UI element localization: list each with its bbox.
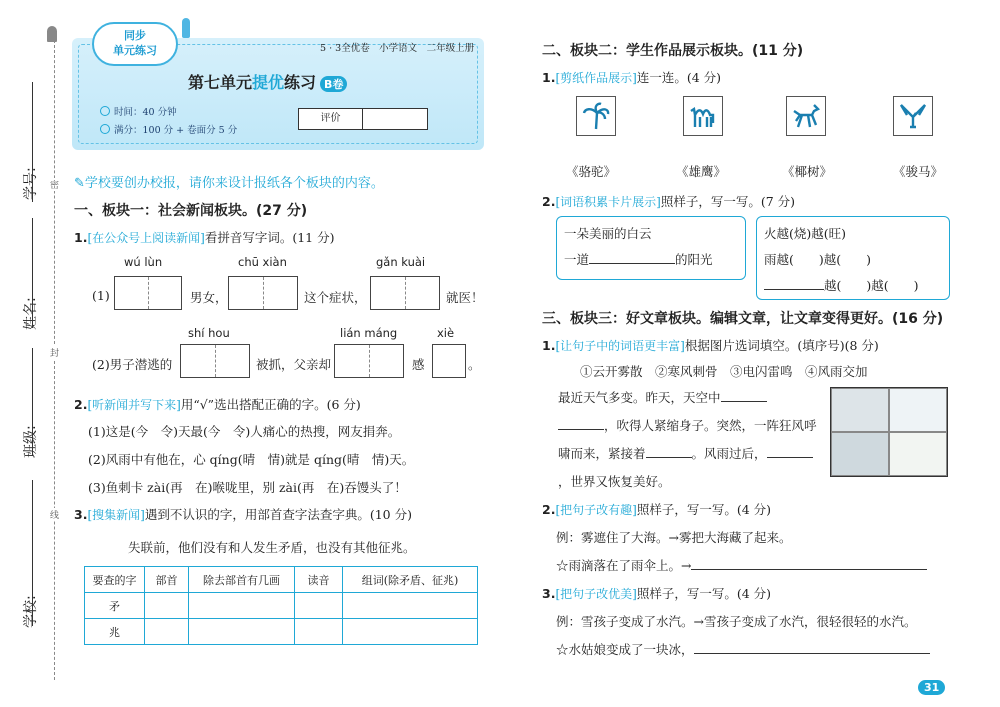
papercut-eagle[interactable] <box>893 96 933 136</box>
card-1-example: 一朵美丽的白云 <box>564 226 652 241</box>
table-cell-char: 兆 <box>85 619 145 645</box>
section-2-title: 二、板块二：学生作品展示板块。(11 分) <box>542 43 804 59</box>
question-3-2: 2.[把句子改有趣]照样子，写一写。(4 分) <box>542 502 772 517</box>
camel-icon <box>687 101 719 131</box>
evaluation-field[interactable] <box>363 109 427 129</box>
table-header: 组词(除矛盾、征兆) <box>343 567 478 593</box>
question-3-3: 3.[把句子改优美]照样子，写一写。(4 分) <box>542 586 772 601</box>
table-cell-blank[interactable] <box>189 619 295 645</box>
card-1-task: 一道 的阳光 <box>564 252 713 267</box>
card-2-example: 火越(烧)越(旺) <box>764 226 847 241</box>
page-number: 31 <box>918 680 945 695</box>
answer-box-xie[interactable] <box>432 344 466 378</box>
q2-sentence-3[interactable]: (3)鱼刺卡 zài(再 在)喉咙里，别 zài(再 在)吞馒头了！ <box>88 480 407 495</box>
page-title: 第七单元提优练习 B卷 <box>188 70 347 93</box>
answer-blank[interactable] <box>721 401 767 402</box>
papercut-camel[interactable] <box>683 96 723 136</box>
series-label: 5 · 3全优卷 小学语文 二年级上册 <box>320 43 475 54</box>
cloud-line-1: 同步 <box>124 29 146 42</box>
question-1-2: 2.[听新闻并写下来]用“√”选出搭配正确的字。(6 分) <box>74 397 361 412</box>
q3-3-example: 例：雪孩子变成了水汽。→雪孩子变成了水汽，很轻很轻的水汽。 <box>556 614 917 629</box>
time-info: 时间：40 分钟 <box>100 104 177 118</box>
answer-box-chuxian[interactable] <box>228 276 298 310</box>
answer-blank[interactable] <box>589 263 675 264</box>
answer-blank[interactable] <box>646 457 692 458</box>
line-2-text-b: 被抓，父亲却 <box>256 357 332 372</box>
table-header: 除去部首有几画 <box>189 567 295 593</box>
cloud-line-2: 单元练习 <box>113 44 157 57</box>
cut-char-seal: 密 <box>50 178 59 191</box>
intro-instruction: ✎学校要创办校报，请你来设计报纸各个板块的内容。 <box>74 176 384 191</box>
pinyin-shihou: shí hou <box>188 326 230 340</box>
radical-lookup-table <box>84 566 478 645</box>
passage-line-2: ，吹得人紧缩身子。突然，一阵狂风呼 <box>558 416 817 434</box>
section-1-title: 一、板块一：社会新闻板块。(27 分) <box>74 203 308 219</box>
line-2-text-d: 。 <box>468 357 481 372</box>
line-1-prefix: (1) <box>92 288 110 303</box>
cut-char-fold: 封 <box>50 346 59 359</box>
q2-sentence-1[interactable]: (1)这是(今 令)天最(今 令)人痛心的热搜，网友捐奔。 <box>88 424 401 439</box>
passage-line-1: 最近天气多变。昨天，天空中 <box>558 388 767 406</box>
q3-2-task: ☆雨滴落在了雨伞上。→ <box>556 556 927 574</box>
question-2-2: 2.[词语积累卡片展示]照样子，写一写。(7 分) <box>542 194 796 209</box>
unit-cloud-badge <box>92 22 178 66</box>
evaluation-label: 评价 <box>299 109 363 129</box>
match-word-palm[interactable]: 《椰树》 <box>782 164 833 179</box>
pinyin-chuxian: chū xiàn <box>238 255 287 269</box>
rocket-icon <box>47 26 57 42</box>
table-cell-blank[interactable] <box>295 593 343 619</box>
class-label: 班级: <box>23 425 39 458</box>
scene-storm <box>831 388 889 432</box>
passage-line-3: 啸而来，紧接着 。风雨过后， <box>558 444 813 462</box>
class-field[interactable] <box>32 348 33 456</box>
school-field[interactable] <box>32 480 33 626</box>
pinyin-xie: xiè <box>437 326 455 340</box>
question-1-3: 3.[搜集新闻]遇到不认识的字，用部首查字法查字典。(10 分) <box>74 507 412 522</box>
q3-2-example: 例：雾遮住了大海。→雾把大海藏了起来。 <box>556 530 792 545</box>
rocket-icon <box>182 18 190 38</box>
answer-blank[interactable] <box>764 289 824 290</box>
table-cell-blank[interactable] <box>145 593 189 619</box>
table-header: 读音 <box>295 567 343 593</box>
scene-clear <box>889 432 947 476</box>
match-word-camel[interactable]: 《骆驼》 <box>566 164 617 179</box>
line-2-text-a: (2)男子潜逃的 <box>92 357 173 372</box>
school-label: 学校: <box>23 595 39 628</box>
word-options: ①云开雾散 ②寒风刺骨 ③电闪雷鸣 ④风雨交加 <box>580 364 868 379</box>
pinyin-wulun: wú lùn <box>124 255 163 269</box>
table-cell-blank[interactable] <box>145 619 189 645</box>
line-2-text-c: 感 <box>412 357 425 372</box>
weather-scene-picture <box>830 387 948 477</box>
version-badge: B卷 <box>320 76 347 92</box>
cut-line <box>54 40 55 680</box>
answer-blank[interactable] <box>558 429 604 430</box>
pinyin-gankuai: gǎn kuài <box>376 255 426 269</box>
clock-icon <box>100 106 110 116</box>
question-3-1: 1.[让句子中的词语更丰富]根据图片选词填空。(填序号)(8 分) <box>542 338 879 353</box>
student-id-label: 学号: <box>23 167 39 200</box>
pencil-icon: ✎ <box>74 176 85 191</box>
question-2-1: 1.[剪纸作品展示]连一连。(4 分) <box>542 70 722 85</box>
answer-box-gankuai[interactable] <box>370 276 440 310</box>
card-2-task-2: 越( )越( ) <box>764 276 919 294</box>
line-1-text-c: 这个症状， <box>304 290 367 305</box>
q2-sentence-2[interactable]: (2)风雨中有他在，心 qíng(晴 情)就是 qíng(晴 情)天。 <box>88 452 415 467</box>
answer-blank[interactable] <box>767 457 813 458</box>
cut-char-line: 线 <box>50 508 59 521</box>
match-word-horse[interactable]: 《骏马》 <box>893 164 944 179</box>
table-header: 部首 <box>145 567 189 593</box>
answer-blank[interactable] <box>694 653 930 654</box>
score-info: 满分：100 分 + 卷面分 5 分 <box>100 122 237 136</box>
scene-rain <box>831 432 889 476</box>
card-2-task-1[interactable]: 雨越( )越( ) <box>764 252 872 267</box>
name-field[interactable] <box>32 218 33 328</box>
match-word-eagle[interactable]: 《雄鹰》 <box>676 164 727 179</box>
table-cell-blank[interactable] <box>343 593 478 619</box>
table-cell-blank[interactable] <box>189 593 295 619</box>
evaluation-box <box>298 108 428 130</box>
line-1-text-d: 就医！ <box>446 290 484 305</box>
papercut-horse[interactable] <box>786 96 826 136</box>
pinyin-lianmang: lián máng <box>340 326 398 340</box>
scene-children <box>889 388 947 432</box>
table-row <box>85 593 478 619</box>
papercut-palm[interactable] <box>576 96 616 136</box>
section-3-title: 三、板块三：好文章板块。编辑文章，让文章变得更好。(16 分) <box>542 311 944 327</box>
table-cell-blank[interactable] <box>295 619 343 645</box>
answer-box-wulun[interactable] <box>114 276 182 310</box>
table-row <box>85 619 478 645</box>
line-1-text-b: 男女， <box>190 290 228 305</box>
q3-3-task: ☆水姑娘变成了一块冰， <box>556 640 930 658</box>
table-cell-char: 矛 <box>85 593 145 619</box>
table-cell-blank[interactable] <box>343 619 478 645</box>
table-header: 要查的字 <box>85 567 145 593</box>
q3-sentence: 失联前，他们没有和人发生矛盾，也没有其他征兆。 <box>128 540 416 555</box>
name-label: 姓名: <box>23 297 39 330</box>
eagle-icon <box>897 101 929 131</box>
palm-tree-icon <box>581 101 611 131</box>
check-icon <box>100 124 110 134</box>
answer-blank[interactable] <box>691 569 927 570</box>
horse-icon <box>790 101 822 131</box>
table-header-row <box>85 567 478 593</box>
passage-line-4: ，世界又恢复美好。 <box>558 474 671 489</box>
answer-box-shihou[interactable] <box>180 344 250 378</box>
student-id-field[interactable] <box>32 82 33 202</box>
answer-box-lianmang[interactable] <box>334 344 404 378</box>
question-1-1: 1.[在公众号上阅读新闻]看拼音写字词。(11 分) <box>74 230 335 245</box>
